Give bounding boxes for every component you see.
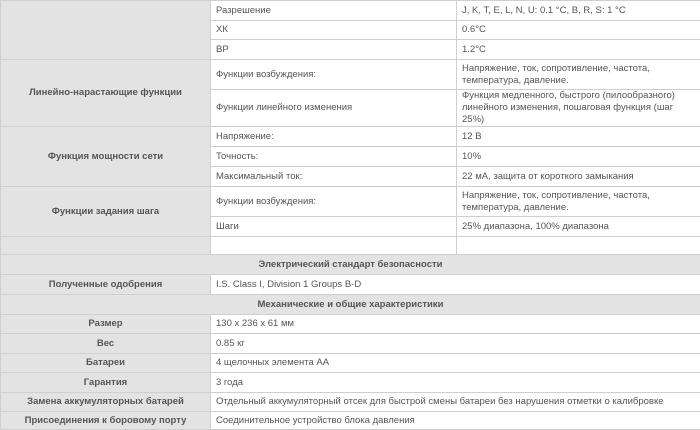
param-value: Соединительное устройство блока давления bbox=[211, 412, 700, 430]
param-value: 22 мА, защита от короткого замыкания bbox=[457, 167, 700, 187]
param-value: I.S. Class I, Division 1 Groups B-D bbox=[211, 275, 700, 295]
param-value: Функция медленного, быстрого (пилообразного) линейного изменения, пошаговая функция (шаг 25%) bbox=[457, 90, 700, 127]
table-row bbox=[1, 373, 700, 393]
param-label: Полученные одобрения bbox=[1, 275, 211, 295]
table-row bbox=[1, 354, 700, 373]
param-value: 1.2°C bbox=[457, 40, 700, 60]
param-label: Шаги bbox=[211, 217, 457, 237]
param-label: Батареи bbox=[1, 354, 211, 373]
param-value: 0.6°C bbox=[457, 21, 700, 40]
param-label: ВР bbox=[211, 40, 457, 60]
param-label: Присоединения к боровому порту bbox=[1, 412, 211, 430]
table-row bbox=[1, 393, 700, 412]
param-label: Функции линейного изменения bbox=[211, 90, 457, 127]
param-label: Размер bbox=[1, 315, 211, 334]
category-power-function: Функция мощности сети bbox=[1, 127, 211, 187]
param-value: 12 В bbox=[457, 127, 700, 147]
param-label: Точность: bbox=[211, 147, 457, 167]
param-value: J, K, T, E, L, N, U: 0.1 °C, B, R, S: 1 °C bbox=[457, 1, 700, 21]
param-value: 25% диапазона, 100% диапазона bbox=[457, 217, 700, 237]
table-row bbox=[1, 412, 700, 430]
section-header-row bbox=[1, 255, 700, 275]
section-header-row bbox=[1, 295, 700, 315]
param-label: Вес bbox=[1, 334, 211, 354]
section-mechanical-general: Механические и общие характеристики bbox=[1, 295, 700, 315]
section-electrical-safety: Электрический стандарт безопасности bbox=[1, 255, 700, 275]
param-label: Разрешение bbox=[211, 1, 457, 21]
param-label: Функции возбуждения: bbox=[211, 60, 457, 90]
param-label: Напряжение: bbox=[211, 127, 457, 147]
param-value: Отдельный аккумуляторный отсек для быстрой смены батареи без нарушения отметки о калибровке bbox=[211, 393, 700, 412]
param-label: Максимальный ток: bbox=[211, 167, 457, 187]
param-label: Замена аккумуляторных батарей bbox=[1, 393, 211, 412]
table-row bbox=[1, 334, 700, 354]
category-linear-functions: Линейно-нарастающие функции bbox=[1, 60, 211, 127]
table-row bbox=[1, 1, 700, 21]
param-value: 4 щелочных элемента AA bbox=[211, 354, 700, 373]
param-value: 3 года bbox=[211, 373, 700, 393]
table-row bbox=[1, 60, 700, 90]
table-row bbox=[1, 127, 700, 147]
param-value: 0.85 кг bbox=[211, 334, 700, 354]
table-row-empty bbox=[1, 237, 700, 255]
empty-cell bbox=[211, 237, 457, 255]
param-label: ХК bbox=[211, 21, 457, 40]
param-label: Функции возбуждения: bbox=[211, 187, 457, 217]
category-cell-continued bbox=[1, 1, 211, 60]
param-value: Напряжение, ток, сопротивление, частота, температура, давление. bbox=[457, 60, 700, 90]
empty-cell bbox=[457, 237, 700, 255]
empty-cell bbox=[1, 237, 211, 255]
table-row bbox=[1, 275, 700, 295]
param-value: 130 x 236 x 61 мм bbox=[211, 315, 700, 334]
category-step-functions: Функции задания шага bbox=[1, 187, 211, 237]
table-row bbox=[1, 315, 700, 334]
param-label: Гарантия bbox=[1, 373, 211, 393]
param-value: Напряжение, ток, сопротивление, частота, температура, давление. bbox=[457, 187, 700, 217]
param-value: 10% bbox=[457, 147, 700, 167]
table-row bbox=[1, 187, 700, 217]
